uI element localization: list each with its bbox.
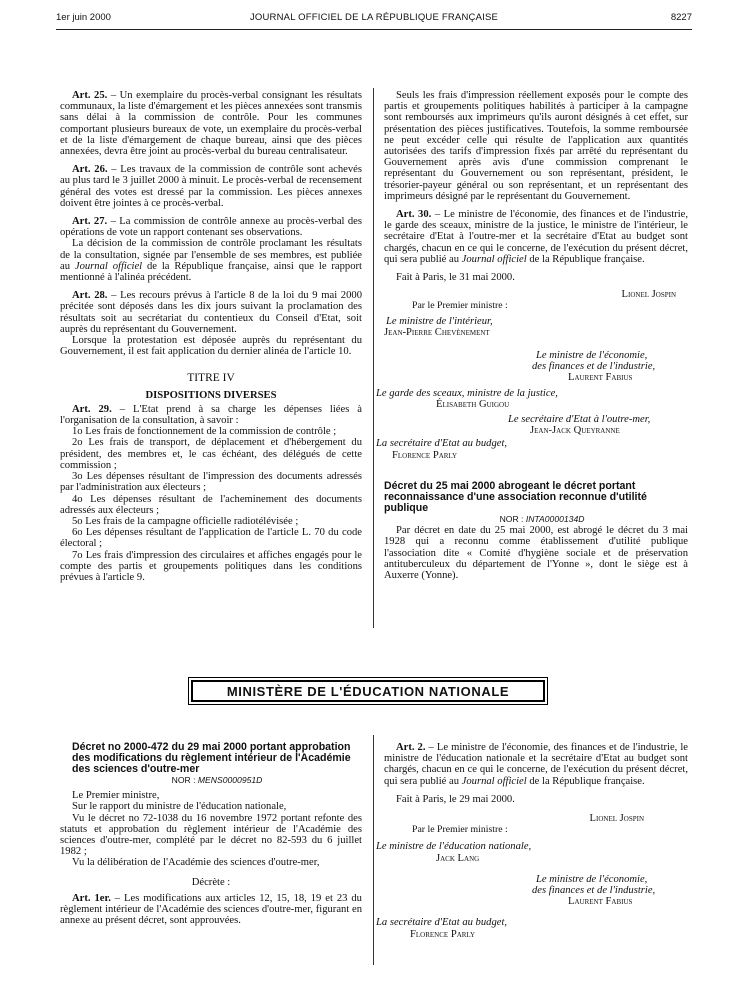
article-28-para2: Lorsque la protestation est déposée auprès du représentant du Gouvernement, il est fait application du dernier alinéa de l'article 10. <box>60 335 362 358</box>
ministry-title: MINISTÈRE DE L'ÉDUCATION NATIONALE <box>191 680 545 702</box>
signatory-title: Le secrétaire d'Etat à l'outre-mer, <box>508 414 651 426</box>
signatory-name: Florence Parly <box>392 449 458 461</box>
article-27: Art. 27. – La commission de contrôle annexe au procès-verbal des opérations de vote un rapport contenant ses observations. <box>60 216 363 239</box>
article-1: Art. 1er. – Les modifications aux articles 12, 15, 18, 19 et 23 du règlement intérieur de l'Académie des sciences d'outre-mer, figurant en annexe au présent décret, sont approuvées. <box>60 892 362 927</box>
ministry-banner <box>188 677 548 705</box>
list-item: 5o Les frais de la campagne officielle radiotélévisée ; <box>72 515 299 527</box>
signatory-title: Le garde des sceaux, ministre de la justice, <box>376 387 558 399</box>
page-header <box>56 12 692 28</box>
titre-heading: TITRE IV <box>187 372 235 385</box>
header-date: 1er juin 2000 <box>56 12 111 23</box>
article-28: Art. 28. – Les recours prévus à l'article 8 de la loi du 9 mai 2000 précitée sont déposés dans les dix jours suivant la proclamation des résultats soit au secrétariat du contentieux du Conseil d'Etat, soit auprès du représentant du Gouvernement. <box>60 290 362 335</box>
dispositions-heading: DISPOSITIONS DIVERSES <box>145 389 277 401</box>
decret-title: Décret du 25 mai 2000 abrogeant le décret portant reconnaissance d'une association reconnue d'utilité publique <box>384 479 647 514</box>
right-column-top <box>376 90 688 581</box>
signatory-title: des finances et de l'industrie, <box>532 885 656 897</box>
list-item: 4o Les dépenses résultant de l'acheminement des documents adressés aux électeurs ; <box>60 493 362 516</box>
signer-name: Lionel Jospin <box>589 813 644 825</box>
header-page-number: 8227 <box>670 12 692 23</box>
reimbursement-paragraph: Seuls les frais d'impression réellement exposés pour le compte des partis et groupements politiques habilités à participer à la campagne sont remboursés aux imprimeurs qu'ils auront désignés à cet effet, sur présentation des pièces justificatives. Toutefois, la somme remboursée ne peut excéder celle qui résulte de l'application aux quantités autorisées des tarifs d'impression fixés par arrêté du représentant du Gouvernement après avis d'une commission comprenant le représentant du Gouvernement ou son représentant, président, le trésorier-payeur général ou son représentant, et un représentant des imprimeurs désigné par le représentant du Gouvernement. <box>384 90 688 202</box>
column-divider-bottom <box>373 735 374 965</box>
article-26: Art. 26. – Les travaux de la commission de contrôle sont achevés au plus tard le 3 juillet 2000 à minuit. Le procès-verbal de recensement général des votes est dressé par la commission. Les pièces annexes doivent être jointes à ce procès-verbal. <box>60 164 362 209</box>
signatory-name: Laurent Fabius <box>568 372 633 384</box>
signatory-name: Jack Lang <box>436 852 480 864</box>
paragraph: Vu le décret no 72-1038 du 16 novembre 1972 portant refonte des statuts et approbation du règlement intérieur de l'Académie des sciences d'outre-mer, complété par le décret no 82-593 du 6 juillet 1982 ; <box>60 812 362 858</box>
signatory-title: Le ministre de l'intérieur, <box>386 315 493 327</box>
signatory-name: Laurent Fabius <box>568 896 633 908</box>
fait-a-paris: Fait à Paris, le 29 mai 2000. <box>396 793 515 805</box>
paragraph: Le Premier ministre, <box>72 790 160 802</box>
fait-a-paris: Fait à Paris, le 31 mai 2000. <box>396 272 515 284</box>
header-journal-title: JOURNAL OFFICIEL DE LA RÉPUBLIQUE FRANÇAISE <box>249 12 499 23</box>
list-item: 1o Les frais de fonctionnement de la commission de contrôle ; <box>72 426 337 438</box>
signatory-name: Florence Parly <box>410 928 476 940</box>
right-column-bottom <box>376 742 689 940</box>
paragraph: Sur le rapport du ministre de l'éducation nationale, <box>72 801 287 813</box>
left-column-top <box>60 90 362 583</box>
article-2: Art. 2. – Le ministre de l'économie, des finances et de l'industrie, le ministre de l'éducation nationale et la secrétaire d'Etat au budget sont chargés, chacun en ce qui le concerne, de l'exécution du présent décret, qui sera publié au Journal officiel de la République française. <box>384 742 689 787</box>
signatory-title: La secrétaire d'Etat au budget, <box>376 917 508 929</box>
signatory-title: Le ministre de l'éducation nationale, <box>376 841 532 853</box>
signer-name: Lionel Jospin <box>621 289 676 301</box>
par-premier-ministre: Par le Premier ministre : <box>412 300 508 312</box>
paragraph: Vu la délibération de l'Académie des sciences d'outre-mer, <box>72 857 320 869</box>
signatory-name: Élisabeth Guigou <box>436 398 510 410</box>
decrete: Décrète : <box>191 876 231 888</box>
nor-reference: NOR : INTA0000134D <box>499 513 585 524</box>
list-item: 2o Les frais de transport, de déplacement et d'hébergement du président, des membres et, le cas échéant, des délégués de cette commission ; <box>60 437 362 471</box>
signatory-title: La secrétaire d'Etat au budget, <box>376 438 508 450</box>
article-25: Art. 25. – Un exemplaire du procès-verbal consignant les résultats communaux, la liste d'émargement et les pièces annexées sont transmis sans délai à la commission de contrôle. Pour les communes comportant plusieurs bureaux de vote, un exemplaire du procès-verbal et de la liste d'émargement de chaque bureau, ainsi que des pièces annexées, devra être joint au procès-verbal du bureau centralisateur. <box>60 90 362 158</box>
article-30: Art. 30. – Le ministre de l'économie, des finances et de l'industrie, le garde des sceaux, ministre de la justice, le ministre de l'intérieur, le secrétaire d'Etat à l'outre-mer et la secrétaire d'Etat au budget sont chargés, chacun en ce qui le concerne, de l'exécution du présent décret, qui sera publié au Journal officiel de la République française. <box>384 209 688 265</box>
signatory-name: Jean-Pierre Chevènement <box>384 326 490 338</box>
left-column-bottom <box>60 742 362 926</box>
signatory-title: des finances et de l'industrie, <box>532 361 656 373</box>
article-27-para2: La décision de la commission de contrôle proclamant les résultats de la consultation, signée par l'ensemble de ses membres, est publiée au Journal officiel de la République française, ainsi que le rapport mentionné à l'alinéa précédent. <box>60 238 362 284</box>
article-29: Art. 29. – L'Etat prend à sa charge les dépenses liées à l'organisation de la consultation, à savoir : <box>60 403 363 427</box>
signatory-title: Le ministre de l'économie, <box>536 350 648 362</box>
decret-body: Par décret en date du 25 mai 2000, est abrogé le décret du 3 mai 1928 qui a reconnu comme établissement d'utilité publique l'association dite « Comité d'hygiène sociale et de préservation antituberculeux du département de l'Yonne », dont le siège est à Auxerre (Yonne). <box>384 525 688 581</box>
par-premier-ministre: Par le Premier ministre : <box>412 824 508 836</box>
list-item: 7o Les frais d'impression des circulaires et affiches engagés pour le compte des partis et groupements politiques dans les conditions prévues à l'article 9. <box>60 549 362 583</box>
decret-2000-472-title: Décret no 2000-472 du 29 mai 2000 portant approbation des modifications du règlement intérieur de l'Académie des sciences d'outre-mer <box>72 741 351 775</box>
header-rule <box>56 29 692 30</box>
nor-reference: NOR : MENS0000951D <box>171 775 263 785</box>
signatory-name: Jean-Jack Queyranne <box>530 425 620 437</box>
list-item: 3o Les dépenses résultant de l'impression des documents adressés par l'administration aux électeurs ; <box>60 471 362 494</box>
signatory-title: Le ministre de l'économie, <box>536 873 648 885</box>
column-divider-top <box>373 88 374 628</box>
list-item: 6o Les dépenses résultant de l'application de l'article L. 70 du code électoral ; <box>60 527 362 550</box>
